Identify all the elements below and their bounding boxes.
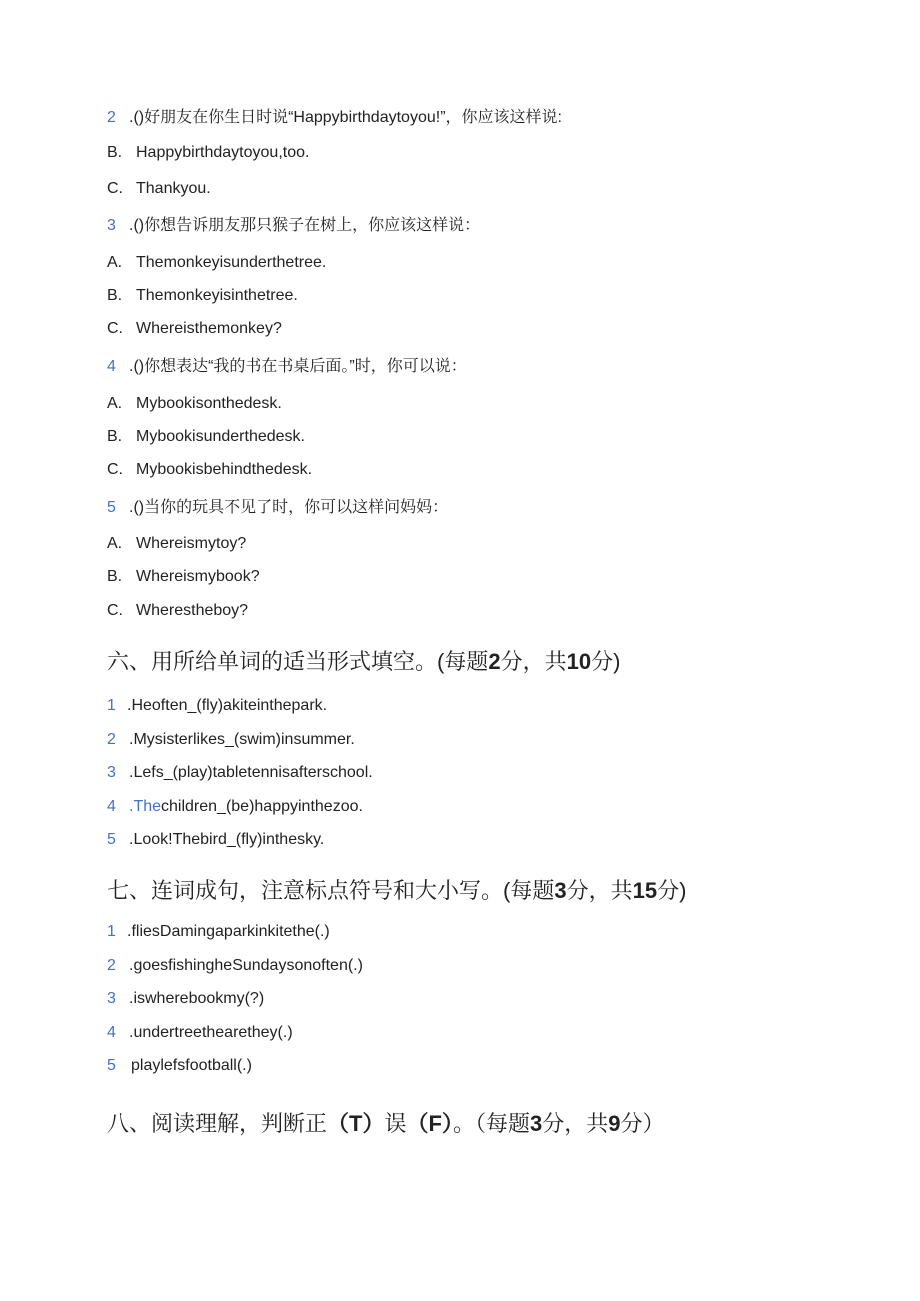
question-3: [107, 216, 480, 236]
question-number: 5: [107, 499, 116, 516]
item-number: 3: [107, 764, 116, 781]
item-number: 5: [107, 831, 116, 848]
list-item: [107, 989, 264, 1009]
item-text: children_(be)happyinthezoo.: [161, 798, 363, 815]
option-text: Themonkeyisunderthetree.: [136, 254, 327, 271]
heading-text: 。（每题: [452, 1111, 530, 1136]
option-letter: B.: [107, 568, 123, 585]
heading-text: 八、阅读理解，判断正: [107, 1111, 328, 1136]
item-number: 4: [107, 1024, 116, 1041]
question-text: .()你想表达“我的书在书桌后面。”时，你可以说：: [129, 358, 467, 375]
list-item: [107, 922, 330, 942]
list-item: [107, 956, 363, 976]
heading-text: 七、连词成句，注意标点符号和大小写。(每题: [107, 878, 555, 903]
section-6-heading: [107, 648, 620, 676]
option-text: Happybirthdaytoyou,too.: [136, 144, 310, 161]
list-item: [107, 1056, 252, 1076]
item-text: .fliesDamingaparkinkitethe(.): [127, 923, 330, 940]
heading-total: 9: [608, 1111, 621, 1136]
option: [107, 286, 298, 306]
option-letter: C.: [107, 180, 123, 197]
item-text: playlefsfootball(.): [131, 1057, 252, 1074]
option-text: Whereismybook?: [136, 568, 260, 585]
heading-text: 分，共: [500, 649, 567, 674]
option-text: Whereisthemonkey?: [136, 320, 282, 337]
option: [107, 460, 312, 480]
option-text: Whereismytoy?: [136, 535, 247, 552]
heading-total: 10: [566, 649, 592, 674]
list-item: [107, 830, 324, 850]
item-text: .Mysisterlikes_(swim)insummer.: [129, 731, 355, 748]
item-number: 2: [107, 731, 116, 748]
heading-text: 误: [384, 1111, 407, 1136]
option: [107, 179, 211, 199]
item-text: .undertreethearethey(.): [129, 1024, 293, 1041]
option-text: Mybookisonthedesk.: [136, 395, 282, 412]
item-text: .iswherebookmy(?): [129, 990, 265, 1007]
heading-points: 3: [529, 1111, 543, 1136]
item-number: 4: [107, 798, 116, 815]
question-5: [107, 498, 448, 518]
heading-text: 分）: [620, 1111, 665, 1136]
option-letter: C.: [107, 320, 123, 337]
question-2: [107, 108, 562, 128]
heading-text: 分，共: [542, 1111, 609, 1136]
option: [107, 143, 309, 163]
item-text-prefix: .The: [129, 798, 162, 815]
list-item: [107, 730, 355, 750]
question-text: .()当你的玩具不见了时，你可以这样问妈妈：: [129, 499, 449, 516]
heading-points: 2: [488, 649, 501, 674]
question-text: .()好朋友在你生日时说“Happybirthdaytoyou!”，你应该这样说:: [129, 109, 562, 126]
heading-total: 15: [632, 878, 658, 903]
question-text: .()你想告诉朋友那只猴子在树上，你应该这样说：: [129, 217, 481, 234]
item-text: .Heoften_(fly)akiteinthepark.: [127, 697, 328, 714]
item-text: .Look!Thebird_(fly)inthesky.: [129, 831, 325, 848]
heading-text: 分，共: [566, 878, 633, 903]
option: [107, 319, 282, 339]
option-letter: B.: [107, 287, 123, 304]
heading-points: 3: [554, 878, 567, 903]
option: [107, 601, 248, 621]
option: [107, 253, 326, 273]
question-4: [107, 357, 467, 377]
heading-true-mark: （T）: [327, 1111, 385, 1136]
item-number: 1: [107, 697, 116, 714]
item-number: 1: [107, 923, 116, 940]
heading-text: 分): [591, 649, 621, 674]
item-number: 2: [107, 957, 116, 974]
option-letter: C.: [107, 602, 123, 619]
section-7-heading: [107, 877, 686, 905]
option-text: Thankyou.: [136, 180, 211, 197]
option: [107, 567, 260, 587]
list-item: [107, 763, 373, 783]
option-text: Mybookisbehindthedesk.: [136, 461, 313, 478]
item-text: .Lefs_(play)tabletennisafterschool.: [129, 764, 373, 781]
heading-text: 分): [657, 878, 687, 903]
question-number: 3: [107, 217, 116, 234]
option-text: Wherestheboy?: [136, 602, 249, 619]
option: [107, 427, 305, 447]
option-text: Mybookisunderthedesk.: [136, 428, 305, 445]
option-letter: B.: [107, 428, 123, 445]
option-letter: A.: [107, 395, 123, 412]
option-text: Themonkeyisinthetree.: [136, 287, 298, 304]
heading-false-mark: （F）: [406, 1111, 453, 1136]
heading-text: 六、用所给单词的适当形式填空。(每题: [107, 649, 489, 674]
option: [107, 534, 246, 554]
list-item: [107, 696, 327, 716]
item-text: .goesfishingheSundaysonoften(.): [129, 957, 363, 974]
list-item: [107, 1023, 293, 1043]
item-number: 5: [107, 1057, 116, 1074]
item-number: 3: [107, 990, 116, 1007]
option-letter: C.: [107, 461, 123, 478]
option-letter: A.: [107, 254, 123, 271]
section-8-heading: [107, 1110, 664, 1138]
option: [107, 394, 282, 414]
list-item: [107, 797, 363, 817]
question-number: 2: [107, 109, 116, 126]
option-letter: A.: [107, 535, 123, 552]
question-number: 4: [107, 358, 116, 375]
option-letter: B.: [107, 144, 123, 161]
